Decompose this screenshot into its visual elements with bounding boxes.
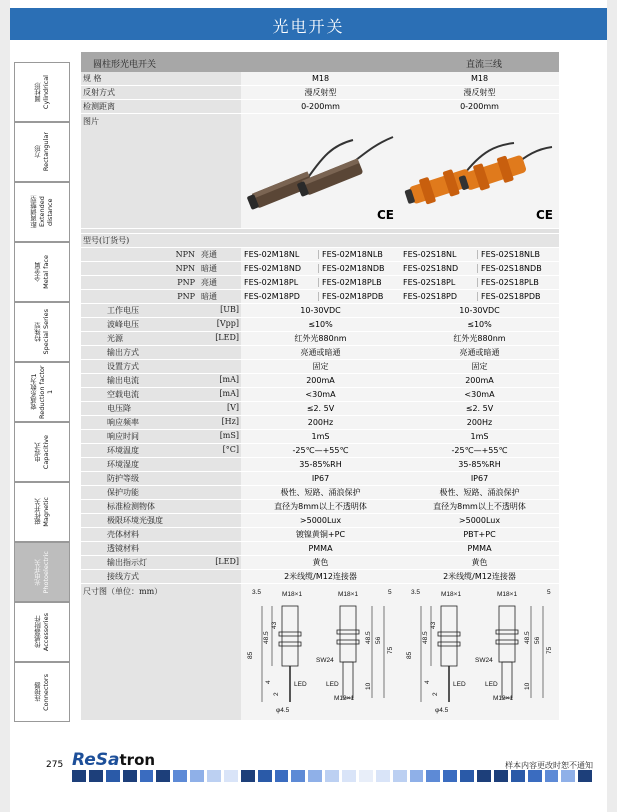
spec-value-a: 35-85%RH [241,458,400,472]
model-row [81,248,559,262]
spec-unit: [Vpp] [216,319,239,328]
ce-mark-b: CE [535,208,553,222]
spec-label: 标准检测物体 [81,500,241,514]
ce-mark-a: CE [376,208,394,222]
section-title: 圆柱形光电开关 [93,60,157,70]
model-type: NPN 亮通 [81,248,241,262]
spec-unit: [LED] [215,333,239,342]
picture-b [400,114,559,229]
sidebar-tab[interactable] [14,662,70,722]
svg-text:85: 85 [246,651,254,659]
svg-text:85: 85 [405,651,413,659]
drawing-row [81,584,559,721]
spec-label: 规 格 [81,72,241,86]
spec-label: 输出电流 [mA] [81,374,241,388]
model-header-row [81,234,559,248]
spec-value-b: 亮通或暗通 [400,346,559,360]
spec-value-b: IP67 [400,472,559,486]
sidebar [14,62,72,722]
model-header: 型号(订货号) [81,234,559,248]
spec-value-b: 直径为8mm以上不透明体 [400,500,559,514]
picture-a [241,114,400,229]
spec-unit: [mS] [219,431,239,440]
svg-text:LED: LED [452,681,466,688]
spec-value-b: 10-30VDC [400,304,559,318]
spec-unit: [mA] [219,389,239,398]
spec-row [81,472,559,486]
model-codes-b [400,290,559,304]
svg-text:M12×1: M12×1 [492,695,513,702]
spec-value-a: <30mA [241,388,400,402]
page-number: 275 [46,760,64,770]
svg-text:48.5: 48.5 [262,631,270,644]
spec-row [81,570,559,584]
model-codes-b [400,262,559,276]
spec-value-b: 0-200mm [400,100,559,114]
model-type: PNP 暗通 [81,290,241,304]
svg-text:48.5: 48.5 [523,631,531,644]
spec-unit: [V] [226,403,239,412]
sidebar-tab[interactable] [14,242,70,302]
spec-value-a: 200Hz [241,416,400,430]
drawing-a [241,584,400,721]
spec-label: 输出指示灯 [LED] [81,556,241,570]
model-code: FES-02M18NL [244,250,319,259]
svg-text:56: 56 [533,636,541,644]
spec-value-a: 1mS [241,430,400,444]
svg-text:SW24: SW24 [474,657,493,664]
spec-unit: [UB] [220,305,239,314]
svg-text:5: 5 [387,589,392,596]
model-codes-a [241,248,400,262]
spec-value-b: -25℃—+55℃ [400,444,559,458]
model-code: FES-02S18NL [403,250,478,259]
dimension-drawing-b [401,584,559,718]
svg-text:43: 43 [270,621,278,629]
spec-value-b: 黄色 [400,556,559,570]
spec-row [81,72,559,86]
sidebar-tab-label: 特殊型 Special Series [34,309,50,355]
spec-value-a: 2米线缆/M12连接器 [241,570,400,584]
model-codes-a [241,290,400,304]
spec-value-b: ≤2. 5V [400,402,559,416]
spec-row [81,542,559,556]
spec-value-a: 固定 [241,360,400,374]
sidebar-tab-label: 全金属 Metal face [34,255,50,289]
picture-row [81,114,559,229]
spec-value-a: 红外光880nm [241,332,400,346]
spec-value-a: 10-30VDC [241,304,400,318]
spec-value-b: PMMA [400,542,559,556]
model-row [81,290,559,304]
picture-label: 图片 [81,114,241,229]
spec-label: 工作电压 [UB] [81,304,241,318]
svg-text:2: 2 [431,692,439,696]
spec-label: 设置方式 [81,360,241,374]
spec-row [81,556,559,570]
spec-label: 壳体材料 [81,528,241,542]
spec-unit: [Hz] [221,417,239,426]
spec-value-a: 极性、短路、涌浪保护 [241,486,400,500]
spec-row [81,318,559,332]
sidebar-tab-label: 传感器附件 Accessories [34,612,50,652]
spec-value-a: 镀镍黄铜+PC [241,528,400,542]
sidebar-tab[interactable] [14,122,70,182]
model-codes-a [241,276,400,290]
model-code: FES-02S18NLB [481,250,540,259]
sidebar-tab-label: 电容式 Capacitive [34,434,50,470]
footer-notice: 样本内容更改时恕不通知 [505,761,593,770]
spec-label: 极限环境光强度 [81,514,241,528]
spec-unit: [LED] [215,557,239,566]
spec-label: 环境温度 [°C] [81,444,241,458]
sidebar-tab[interactable] [14,362,70,422]
spec-row [81,360,559,374]
svg-text:φ4.5: φ4.5 [434,707,448,714]
model-codes-b [400,248,559,262]
svg-text:M12×1: M12×1 [333,695,354,702]
spec-label: 防护等级 [81,472,241,486]
spec-value-b: 极性、短路、涌浪保护 [400,486,559,500]
spec-value-b: M18 [400,72,559,86]
svg-text:SW24: SW24 [315,657,334,664]
spec-row [81,304,559,318]
spec-row [81,332,559,346]
spec-label: 接线方式 [81,570,241,584]
model-code: FES-02M18NLB [322,250,383,259]
sidebar-tab[interactable] [14,482,70,542]
spec-label: 反射方式 [81,86,241,100]
svg-text:3.5: 3.5 [251,589,261,596]
title-bar [10,8,607,40]
model-code: FES-02M18PLB [322,278,382,287]
spec-row [81,346,559,360]
model-code: FES-02S18PLB [481,278,539,287]
spec-label: 保护功能 [81,486,241,500]
sensor-image-brass [243,115,398,225]
spec-label: 输出方式 [81,346,241,360]
spec-value-b: 漫反射型 [400,86,559,100]
spec-value-b: 1mS [400,430,559,444]
spec-sheet [81,52,559,721]
spec-value-a: PMMA [241,542,400,556]
spec-row [81,374,559,388]
sidebar-tab[interactable] [14,422,70,482]
spec-value-b: 35-85%RH [400,458,559,472]
svg-text:75: 75 [386,646,394,654]
spec-label: 检测距离 [81,100,241,114]
svg-text:4: 4 [423,680,431,684]
section-subtitle: 直流三线 [466,60,503,70]
spec-row [81,528,559,542]
sidebar-tab-label: 距离调整型 Extended distance [30,195,54,229]
spec-label: 波峰电压 [Vpp] [81,318,241,332]
spec-value-b: 200mA [400,374,559,388]
model-code: FES-02S18PL [403,278,478,287]
brand-logo: ReSatron [72,750,156,770]
spec-row [81,444,559,458]
spec-value-a: 漫反射型 [241,86,400,100]
page [10,0,607,812]
spec-value-b: 2米线缆/M12连接器 [400,570,559,584]
sidebar-tab[interactable] [14,602,70,662]
decorative-squares [72,770,592,782]
svg-text:75: 75 [545,646,553,654]
spec-value-b: >5000Lux [400,514,559,528]
model-type: PNP 亮通 [81,276,241,290]
spec-row [81,430,559,444]
spec-row [81,100,559,114]
dimension-drawing-a [242,584,400,718]
svg-text:M18×1: M18×1 [440,591,461,598]
spec-unit: [mA] [219,375,239,384]
model-code: FES-02S18PD [403,292,478,301]
spec-label: 空载电流 [mA] [81,388,241,402]
spec-label: 响应时间 [mS] [81,430,241,444]
spec-value-a: 黄色 [241,556,400,570]
model-code: FES-02M18PD [244,292,319,301]
spec-value-a: 亮通或暗通 [241,346,400,360]
spec-value-b: 红外光880nm [400,332,559,346]
sensor-image-plastic [402,115,557,225]
sidebar-tab-label: 圆柱形 Cylindrical [34,74,50,110]
svg-text:10: 10 [523,682,531,690]
footer [10,748,607,812]
spec-label: 透镜材料 [81,542,241,556]
model-row [81,276,559,290]
model-codes-b [400,276,559,290]
svg-text:φ4.5: φ4.5 [275,707,289,714]
spec-value-a: ≤2. 5V [241,402,400,416]
spec-value-b: PBT+PC [400,528,559,542]
spec-table [81,72,559,721]
spec-row [81,486,559,500]
spec-row [81,388,559,402]
svg-text:4: 4 [264,680,272,684]
svg-text:10: 10 [364,682,372,690]
spec-value-a: ≤10% [241,318,400,332]
spec-row [81,500,559,514]
spec-row [81,86,559,100]
sidebar-tab[interactable] [14,302,70,362]
page-title: 光电开关 [272,17,345,36]
svg-text:5: 5 [546,589,551,596]
sidebar-tab[interactable] [14,542,70,602]
spec-row [81,514,559,528]
model-code: FES-02S18ND [403,264,478,273]
spec-value-b: 固定 [400,360,559,374]
svg-text:48.5: 48.5 [364,631,372,644]
model-type: NPN 暗通 [81,262,241,276]
spec-value-a: 直径为8mm以上不透明体 [241,500,400,514]
svg-text:LED: LED [325,681,339,688]
svg-text:LED: LED [293,681,307,688]
svg-text:LED: LED [484,681,498,688]
sidebar-tab-label: 方形 Rectangular [34,132,50,172]
drawing-b [400,584,559,721]
svg-text:43: 43 [429,621,437,629]
spec-row [81,402,559,416]
model-code: FES-02M18ND [244,264,319,273]
section-header [81,52,559,72]
spec-value-a: IP67 [241,472,400,486]
drawing-label: 尺寸图（单位：mm） [81,584,241,721]
svg-text:56: 56 [374,636,382,644]
spec-value-b: <30mA [400,388,559,402]
spec-label: 响应频率 [Hz] [81,416,241,430]
spec-label: 光源 [LED] [81,332,241,346]
svg-text:2: 2 [272,692,280,696]
spec-value-a: M18 [241,72,400,86]
spec-value-a: -25℃—+55℃ [241,444,400,458]
model-row [81,262,559,276]
model-code: FES-02S18NDB [481,264,542,273]
spec-value-a: 0-200mm [241,100,400,114]
sidebar-tab[interactable] [14,62,70,122]
spec-row [81,458,559,472]
svg-text:48.5: 48.5 [421,631,429,644]
spec-value-a: >5000Lux [241,514,400,528]
spec-unit: [°C] [222,445,239,454]
sidebar-tab-label: 连接器 Connectors [34,673,50,711]
svg-text:M18×1: M18×1 [496,591,517,598]
model-code: FES-02M18PL [244,278,319,287]
spec-label: 电压降 [V] [81,402,241,416]
model-code: FES-02M18PDB [322,292,384,301]
spec-value-b: 200Hz [400,416,559,430]
sidebar-tab-label: 磁性开关 Magnetic [34,497,50,527]
spec-row [81,416,559,430]
sidebar-tab-label: 衰减系数为1 Reduction factor 1 [30,365,54,419]
spec-label: 环境湿度 [81,458,241,472]
sidebar-tab[interactable] [14,182,70,242]
model-code: FES-02M18NDB [322,264,385,273]
svg-text:M18×1: M18×1 [281,591,302,598]
model-code: FES-02S18PDB [481,292,541,301]
spec-value-b: ≤10% [400,318,559,332]
sidebar-tab-label: 光电开关 Photoelectric [34,550,50,594]
svg-text:3.5: 3.5 [410,589,420,596]
model-codes-a [241,262,400,276]
spec-value-a: 200mA [241,374,400,388]
svg-text:M18×1: M18×1 [337,591,358,598]
